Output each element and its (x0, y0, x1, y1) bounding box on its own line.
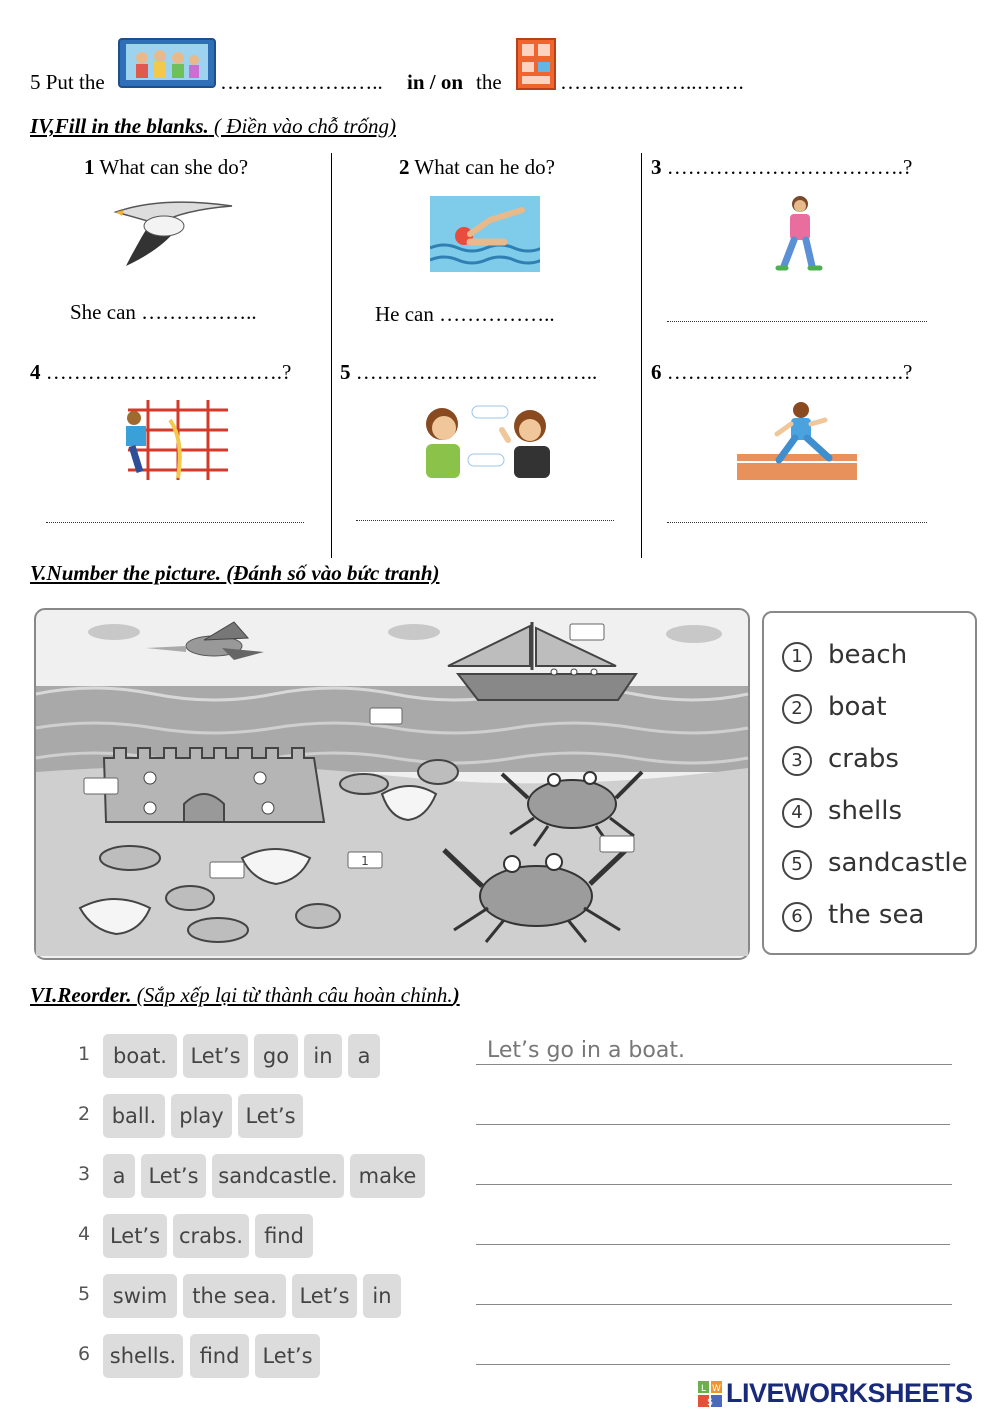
the-text: the (476, 70, 502, 94)
answer-line[interactable] (476, 1064, 952, 1065)
answer-5-line[interactable] (356, 520, 614, 521)
answer-2[interactable]: He can …………….. (375, 302, 555, 326)
label-box[interactable] (84, 778, 118, 794)
question-6: 6 …………………………….? (651, 360, 913, 384)
label-box[interactable] (600, 836, 634, 852)
reorder-row-number: 6 (78, 1343, 91, 1365)
word-chip[interactable]: make (350, 1154, 425, 1198)
reorder-row-number: 3 (78, 1163, 91, 1185)
put-the-text: Put the (45, 70, 105, 94)
word-chip[interactable]: Let’s (141, 1154, 206, 1198)
answer-line[interactable] (476, 1304, 952, 1305)
answer-line[interactable] (476, 1244, 950, 1245)
word-chip[interactable]: find (255, 1214, 313, 1258)
answer-4-line[interactable] (46, 522, 304, 523)
exercise-5-line (30, 70, 105, 95)
answer-6-line[interactable] (667, 522, 927, 523)
reorder-row-number: 1 (78, 1043, 91, 1065)
blank-2[interactable]: ………………..……. (560, 70, 744, 94)
bookshelf-icon (516, 38, 556, 90)
answer-line[interactable] (476, 1124, 950, 1125)
answer-example: Let’s go in a boat. (487, 1038, 685, 1063)
word-chip[interactable]: shells. (103, 1334, 183, 1378)
question-5: 5 …………………………….. (340, 360, 598, 384)
talking-people-icon (418, 400, 554, 478)
svg-text:S: S (707, 1397, 713, 1407)
reorder-row-number: 5 (78, 1283, 91, 1305)
reorder-row-number: 2 (78, 1103, 91, 1125)
section-v-heading: V.Number the picture. (Đánh số vào bức tranh) (30, 561, 440, 585)
word-chip[interactable]: Let’s (183, 1034, 248, 1078)
grid-divider (641, 153, 642, 558)
question-2: 2 What can he do? (399, 155, 555, 179)
word-chip[interactable]: Let’s (292, 1274, 357, 1318)
running-boy-icon (737, 398, 857, 480)
sandcastle-icon (104, 748, 324, 822)
swimmer-icon (430, 196, 540, 272)
word-chip[interactable]: boat. (103, 1034, 177, 1078)
label-box[interactable] (570, 624, 604, 640)
word-chip[interactable]: play (171, 1094, 232, 1138)
word-chip[interactable]: in (304, 1034, 342, 1078)
word-chip[interactable]: Let’s (238, 1094, 303, 1138)
liveworksheets-logo (698, 1378, 973, 1408)
word-chip[interactable]: in (363, 1274, 401, 1318)
climbing-boy-icon (118, 400, 230, 480)
blank-1[interactable]: ……………….….. (220, 70, 383, 94)
family-photo-icon (118, 38, 216, 88)
section-vi-heading: VI.Reorder. (Sắp xếp lại từ thành câu hoàn chỉnh.) (30, 983, 460, 1007)
in-on-choice: in / on (407, 70, 464, 94)
svg-text:L: L (700, 1383, 707, 1394)
word-chip[interactable]: ball. (103, 1094, 165, 1138)
section-iv-heading: IV,Fill in the blanks. ( Điền vào chỗ trống) (30, 114, 396, 138)
word-chip[interactable]: go (254, 1034, 298, 1078)
word-chip[interactable]: Let’s (255, 1334, 320, 1378)
answer-line[interactable] (476, 1364, 950, 1365)
question-4: 4 …………………………….? (30, 360, 292, 384)
answer-3-line[interactable] (667, 321, 927, 322)
beach-scene (34, 608, 750, 960)
answer-1[interactable]: She can …………….. (70, 300, 257, 324)
question-1: 1 What can she do? (84, 155, 249, 179)
word-chip[interactable]: a (103, 1154, 135, 1198)
exercise-number: 5 (30, 70, 41, 94)
answer-line[interactable] (476, 1184, 952, 1185)
word-chip[interactable]: the sea. (183, 1274, 286, 1318)
reorder-row-number: 4 (78, 1223, 91, 1245)
label-box[interactable] (210, 862, 244, 878)
picture-label-1: 1 (361, 854, 369, 868)
word-chip[interactable]: crabs. (173, 1214, 249, 1258)
label-box[interactable] (370, 708, 402, 724)
word-chip[interactable]: swim (103, 1274, 177, 1318)
svg-text:W: W (712, 1383, 721, 1394)
word-list-box: 1 beach 2 boat 3 crabs 4 shells 5 sandcastle 6 the sea (762, 611, 977, 955)
word-chip[interactable]: sandcastle. (212, 1154, 344, 1198)
word-chip[interactable]: a (348, 1034, 380, 1078)
word-chip[interactable]: find (190, 1334, 249, 1378)
question-3: 3 …………………………….? (651, 155, 913, 179)
logo-mark-icon (698, 1381, 722, 1407)
walking-girl-icon (772, 194, 824, 278)
logo-text: LIVEWORKSHEETS (726, 1378, 973, 1408)
grid-divider (331, 153, 332, 558)
seagull-icon (112, 196, 236, 268)
word-chip[interactable]: Let’s (103, 1214, 167, 1258)
